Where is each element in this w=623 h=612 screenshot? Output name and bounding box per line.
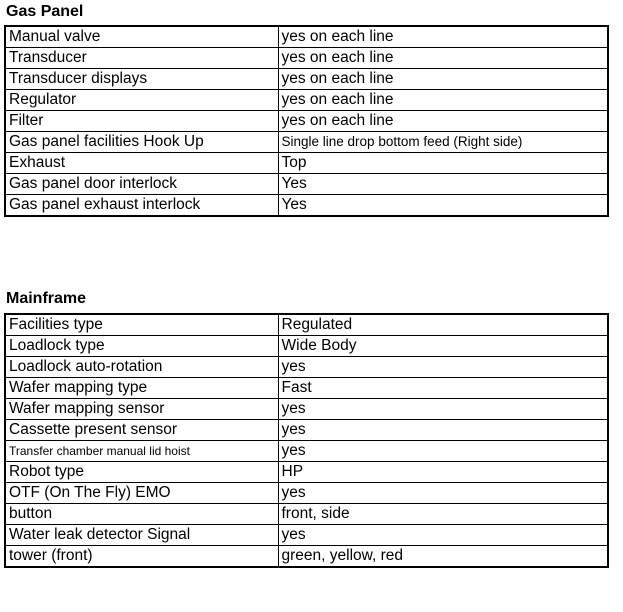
row-label: Manual valve	[5, 26, 278, 48]
row-value: yes	[278, 483, 608, 504]
row-label: Water leak detector Signal	[5, 525, 278, 546]
table-row	[5, 195, 608, 217]
table-row	[5, 504, 608, 525]
row-label: Transducer displays	[5, 69, 278, 90]
row-value: HP	[278, 462, 608, 483]
table-row	[5, 90, 608, 111]
row-value: Yes	[278, 195, 608, 217]
row-label: Gas panel exhaust interlock	[5, 195, 278, 217]
row-value: yes on each line	[278, 26, 608, 48]
table-row	[5, 546, 608, 568]
table-row	[5, 26, 608, 48]
row-label: Transfer chamber manual lid hoist	[5, 441, 278, 462]
row-label: Robot type	[5, 462, 278, 483]
row-label: Cassette present sensor	[5, 420, 278, 441]
row-value: Single line drop bottom feed (Right side)	[278, 132, 608, 153]
table-row	[5, 483, 608, 504]
row-label: Loadlock auto-rotation	[5, 357, 278, 378]
table-row	[5, 314, 608, 336]
table-row	[5, 441, 608, 462]
gas-panel-title: Gas Panel	[6, 3, 84, 20]
mainframe-title: Mainframe	[6, 290, 87, 307]
row-value: yes	[278, 399, 608, 420]
gas-panel-table	[4, 25, 609, 217]
row-label: OTF (On The Fly) EMO	[5, 483, 278, 504]
row-value: yes on each line	[278, 111, 608, 132]
row-value: yes on each line	[278, 48, 608, 69]
table-row	[5, 132, 608, 153]
row-value: Fast	[278, 378, 608, 399]
table-row	[5, 525, 608, 546]
table-row	[5, 69, 608, 90]
row-value: yes	[278, 357, 608, 378]
row-label: Gas panel facilities Hook Up	[5, 132, 278, 153]
table-row	[5, 420, 608, 441]
row-value: Wide Body	[278, 336, 608, 357]
mainframe-table	[4, 313, 609, 568]
row-label: Facilities type	[5, 314, 278, 336]
row-value: yes	[278, 525, 608, 546]
row-value: Top	[278, 153, 608, 174]
table-row	[5, 153, 608, 174]
row-value: yes on each line	[278, 69, 608, 90]
table-row	[5, 336, 608, 357]
row-label: Filter	[5, 111, 278, 132]
row-label: Wafer mapping sensor	[5, 399, 278, 420]
row-label: button	[5, 504, 278, 525]
row-label: Wafer mapping type	[5, 378, 278, 399]
row-label: Loadlock type	[5, 336, 278, 357]
row-label: Regulator	[5, 90, 278, 111]
row-value: Regulated	[278, 314, 608, 336]
table-row	[5, 399, 608, 420]
row-label: Exhaust	[5, 153, 278, 174]
row-value: yes on each line	[278, 90, 608, 111]
row-value: Yes	[278, 174, 608, 195]
row-label: Gas panel door interlock	[5, 174, 278, 195]
table-row	[5, 462, 608, 483]
table-row	[5, 48, 608, 69]
row-label: tower (front)	[5, 546, 278, 568]
row-label: Transducer	[5, 48, 278, 69]
table-row	[5, 174, 608, 195]
row-value: yes	[278, 441, 608, 462]
table-row	[5, 378, 608, 399]
table-row	[5, 357, 608, 378]
row-value: green, yellow, red	[278, 546, 608, 568]
table-row	[5, 111, 608, 132]
row-value: front, side	[278, 504, 608, 525]
row-value: yes	[278, 420, 608, 441]
